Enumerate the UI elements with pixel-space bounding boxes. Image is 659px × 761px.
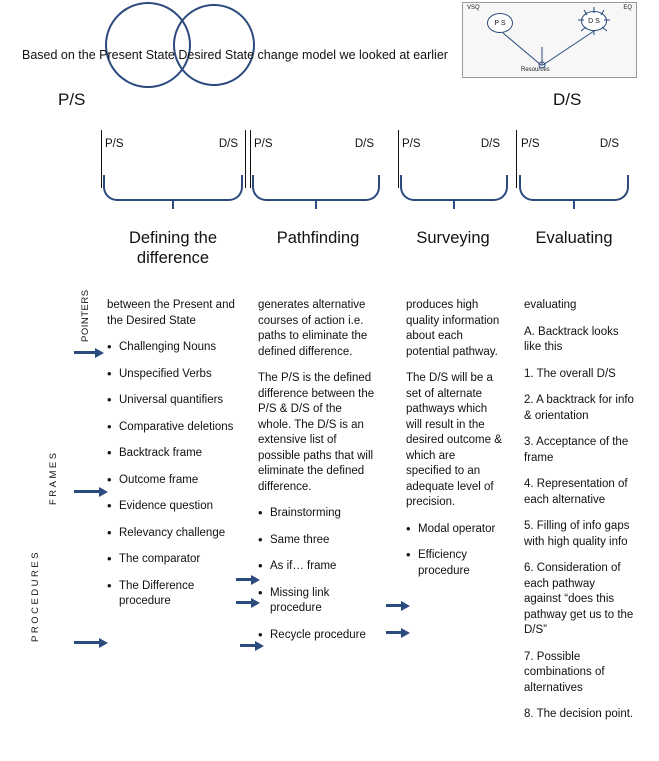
- list-item: • The Difference procedure: [107, 579, 235, 610]
- column-3-ds-label: D/S: [480, 138, 500, 150]
- list-item: 3. Acceptance of the frame: [524, 436, 629, 464]
- list-item: • Challenging Nouns: [107, 340, 235, 356]
- column-3-brace-stem: [453, 199, 455, 209]
- column-2-body: [258, 298, 378, 654]
- list-item: • Unspecified Verbs: [107, 367, 235, 383]
- list-item: • The comparator: [107, 552, 235, 568]
- list-item: 8. The decision point.: [524, 708, 634, 720]
- column-2-paragraph-2: The P/S is the defined difference between the P/S & D/S of the whole. The D/S is an extensive list of possible paths that will eliminate the defined difference.: [258, 372, 375, 493]
- list-item: 4. Representation of each alternative: [524, 478, 628, 506]
- column-3-state-headers: [402, 138, 500, 150]
- desired-state-circle-icon: [173, 4, 255, 86]
- column-1-right-divider: [245, 130, 246, 188]
- column-4-state-headers: [521, 138, 619, 150]
- list-item: • Evidence question: [107, 499, 235, 515]
- list-item: A. Backtrack looks like this: [524, 325, 619, 353]
- list-item: • Outcome frame: [107, 473, 235, 489]
- column-2-title-line-1: Pathfinding: [276, 229, 360, 247]
- column-2-ds-label: D/S: [354, 138, 374, 150]
- header-banner: [0, 0, 659, 118]
- column-1-body: [107, 298, 235, 621]
- desired-state-label: D/S: [553, 90, 582, 109]
- column-1-brace: [103, 175, 243, 201]
- column-1-ps-label: P/S: [105, 138, 124, 150]
- list-item: • Brainstorming: [258, 506, 378, 522]
- column-3-paragraph-1: produces high quality information about each potential pathway.: [406, 299, 500, 358]
- list-item: • Efficiency procedure: [406, 548, 502, 579]
- present-state-label: P/S: [58, 90, 86, 109]
- row-label-procedures: PROCEDURES: [30, 549, 41, 642]
- column-1-title-line-1: Defining the: [128, 229, 218, 247]
- list-item: • Same three: [258, 533, 378, 549]
- list-item: • Modal operator: [406, 522, 502, 538]
- list-item: • Missing link procedure: [258, 586, 378, 617]
- column-4-lead: evaluating: [524, 299, 577, 311]
- column-1-left-divider: [101, 130, 102, 188]
- inset-connector-lines: [463, 3, 638, 79]
- column-3-body: [406, 298, 502, 590]
- column-4-left-divider: [516, 130, 517, 188]
- column-1-ds-label: D/S: [218, 138, 238, 150]
- list-item: • Relevancy challenge: [107, 526, 235, 542]
- list-item: 1. The overall D/S: [524, 367, 616, 380]
- list-item: 5. Filling of info gaps with high quality info: [524, 520, 630, 548]
- row-label-frames: FRAMES: [48, 450, 59, 505]
- row-label-pointers: POINTERS: [80, 289, 91, 342]
- inset-present-state-node: P S: [487, 13, 513, 33]
- list-item: • As if… frame: [258, 559, 378, 575]
- column-3-brace: [400, 175, 508, 201]
- inset-resources-label: Resources: [521, 67, 550, 73]
- inset-vsq-label: VSQ: [467, 5, 480, 11]
- column-2-brace-stem: [315, 199, 317, 209]
- column-2-left-divider: [250, 130, 251, 188]
- column-3-ps-label: P/S: [402, 138, 421, 150]
- column-4-ds-label: D/S: [599, 138, 619, 150]
- column-3-bullet-list: [406, 522, 502, 580]
- column-4-brace: [519, 175, 629, 201]
- list-item: 6. Consideration of each pathway against “does this pathway get us to the D/S”: [524, 562, 634, 636]
- column-1-title-line-2: difference: [136, 249, 210, 267]
- column-2-paragraph-1: generates alternative courses of action i.e. paths to eliminate the defined difference.: [258, 299, 368, 358]
- column-2-brace: [252, 175, 380, 201]
- column-4-brace-stem: [573, 199, 575, 209]
- list-item: • Backtrack frame: [107, 446, 235, 462]
- list-item: 7. Possible combinations of alternatives: [524, 650, 605, 694]
- inset-eq-label: EQ: [623, 5, 632, 11]
- list-item: • Universal quantifiers: [107, 393, 235, 409]
- list-item: • Comparative deletions: [107, 420, 235, 436]
- column-4-title-line-1: Evaluating: [535, 229, 613, 247]
- column-3-paragraph-2: The D/S will be a set of alternate pathways which will result in the desired outcome & which are specified to an adequate level of precision.: [406, 372, 502, 508]
- inset-desired-state-node: D S: [581, 11, 607, 31]
- column-3-left-divider: [398, 130, 399, 188]
- column-1-title: [93, 228, 253, 268]
- column-1-bullet-list: [107, 340, 235, 610]
- column-2-state-headers: [254, 138, 374, 150]
- inset-change-model-diagram: [462, 2, 637, 78]
- banner-caption: Based on the Present State Desired State change model we looked at earlier: [22, 48, 448, 62]
- column-1-brace-stem: [172, 199, 174, 209]
- column-1-state-headers: [105, 138, 238, 150]
- column-2-ps-label: P/S: [254, 138, 273, 150]
- column-4-ps-label: P/S: [521, 138, 540, 150]
- list-item: • Recycle procedure: [258, 628, 378, 644]
- column-4-title: [494, 228, 654, 248]
- column-3-title-line-1: Surveying: [416, 229, 490, 247]
- column-4-body: [524, 298, 634, 734]
- column-1-paragraph: between the Present and the Desired State: [107, 299, 235, 327]
- column-2-bullet-list: [258, 506, 378, 643]
- list-item: 2. A backtrack for info & orientation: [524, 394, 634, 422]
